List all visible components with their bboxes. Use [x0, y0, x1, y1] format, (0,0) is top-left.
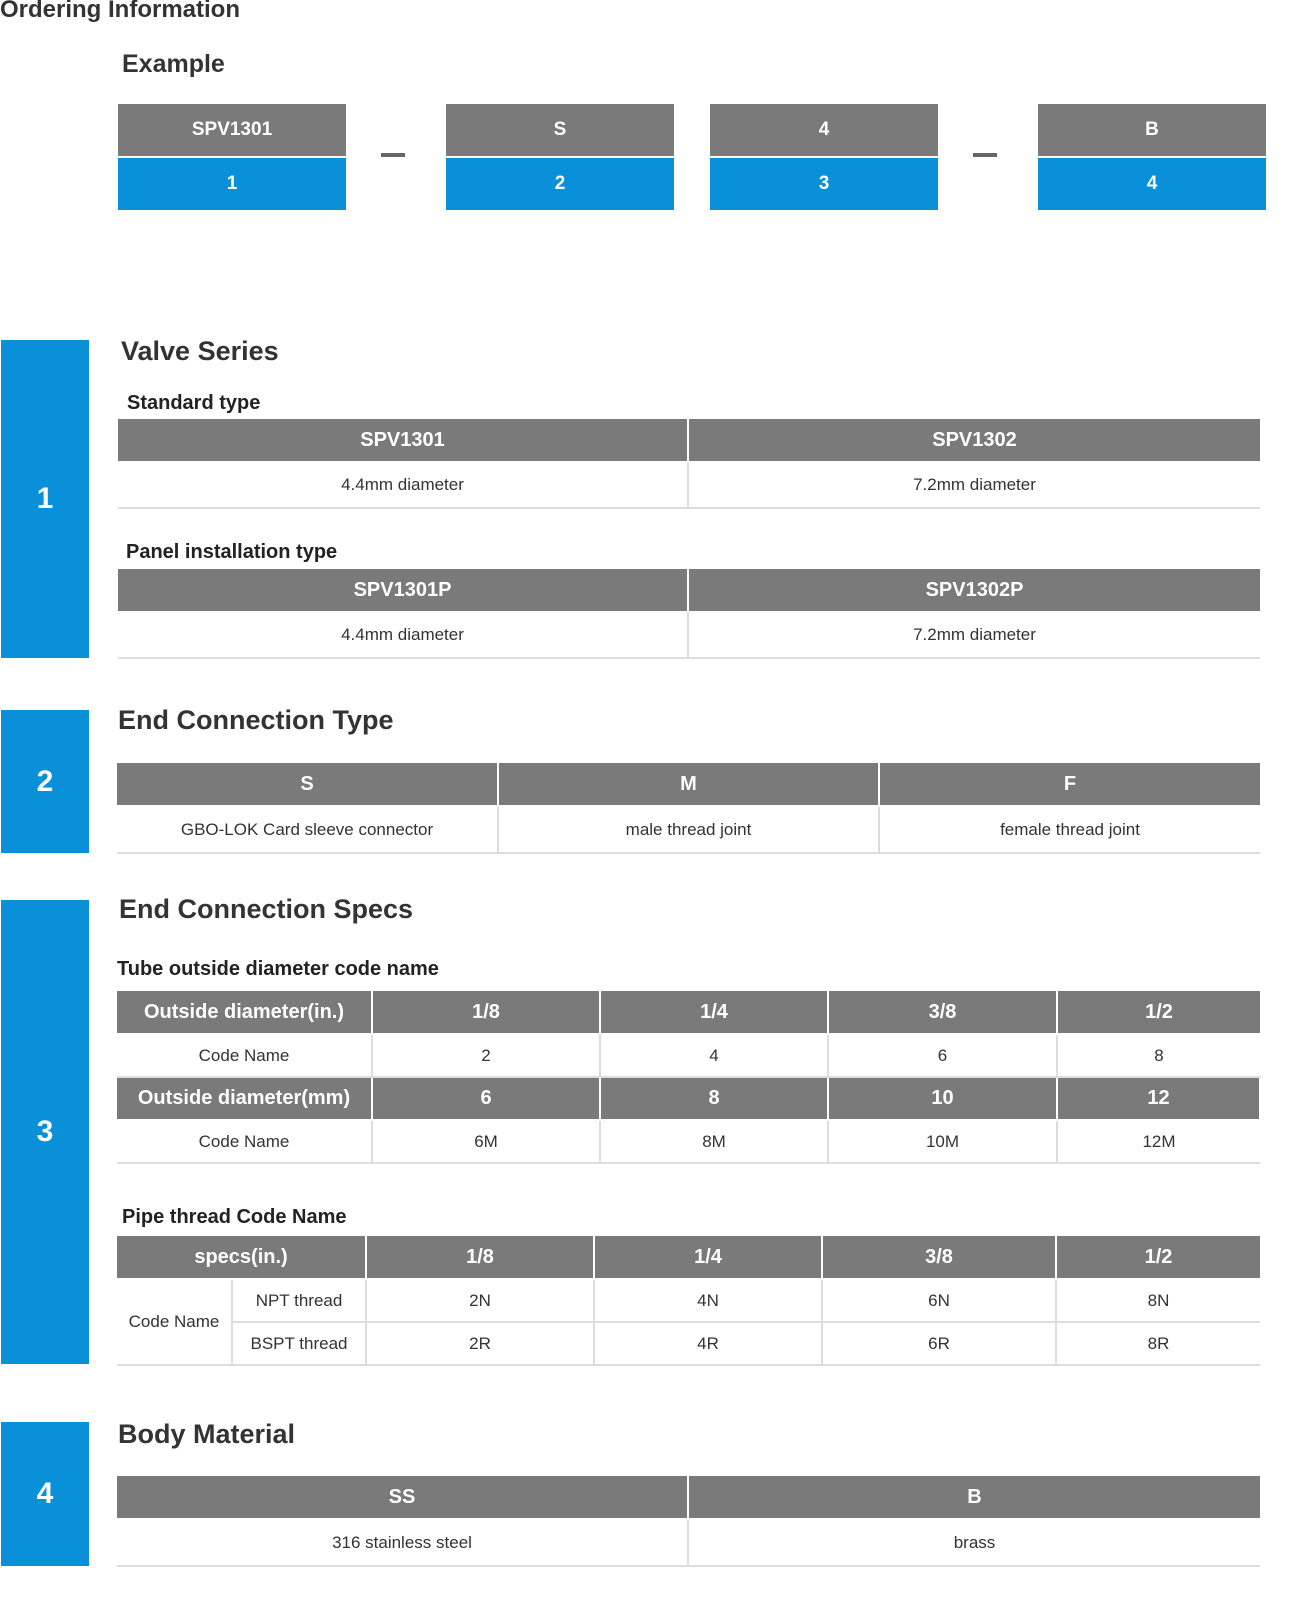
table-cell: 316 stainless steel — [117, 1519, 688, 1566]
table-header: 1/4 — [600, 991, 828, 1034]
table-header: SPV1302P — [688, 569, 1260, 612]
table-header: Outside diameter(mm) — [117, 1077, 372, 1120]
example-code-value: SPV1301 — [118, 104, 346, 156]
table-cell: 6M — [372, 1120, 600, 1163]
example-code-value: B — [1038, 104, 1266, 156]
table-header: SS — [117, 1476, 688, 1519]
table-header: 1/8 — [366, 1236, 594, 1279]
table-cell: Code Name — [117, 1120, 372, 1163]
table-header: SPV1301 — [118, 419, 688, 462]
table-header: B — [688, 1476, 1260, 1519]
table-header: SPV1302 — [688, 419, 1260, 462]
table-cell: male thread joint — [498, 806, 879, 853]
example-code-index: 1 — [118, 158, 346, 210]
section-4-number: 4 — [1, 1422, 89, 1566]
table-cell: 2R — [366, 1322, 594, 1365]
panel-type-label: Panel installation type — [126, 541, 338, 563]
table-header: specs(in.) — [117, 1236, 366, 1279]
example-code-index: 2 — [446, 158, 674, 210]
table-cell: 8N — [1056, 1279, 1260, 1322]
section-2-title: End Connection Type — [118, 705, 394, 735]
table-header: 1/4 — [594, 1236, 822, 1279]
example-code-1 — [118, 104, 346, 210]
tube-diameter-table — [117, 991, 1261, 1164]
example-code-3 — [710, 104, 938, 210]
example-code-index: 4 — [1038, 158, 1266, 210]
table-header: 3/8 — [822, 1236, 1056, 1279]
table-header: 3/8 — [828, 991, 1057, 1034]
section-1-number: 1 — [1, 340, 89, 658]
table-header: F — [879, 763, 1260, 806]
table-cell: 2N — [366, 1279, 594, 1322]
table-header: 1/2 — [1057, 991, 1260, 1034]
example-code-4 — [1038, 104, 1266, 210]
table-cell: 8R — [1056, 1322, 1260, 1365]
pipe-thread-label: Pipe thread Code Name — [122, 1206, 347, 1228]
section-1-title: Valve Series — [121, 336, 279, 366]
example-separator — [381, 153, 405, 157]
example-code-value: 4 — [710, 104, 938, 156]
example-heading: Example — [122, 50, 225, 78]
table-cell: 2 — [372, 1034, 600, 1077]
table-cell: brass — [688, 1519, 1260, 1566]
table-cell: 6N — [822, 1279, 1056, 1322]
table-header: SPV1301P — [118, 569, 688, 612]
table-header: 6 — [372, 1077, 600, 1120]
table-header: 8 — [600, 1077, 828, 1120]
table-cell: GBO-LOK Card sleeve connector — [117, 806, 498, 853]
table-cell: female thread joint — [879, 806, 1260, 853]
table-cell: Code Name — [117, 1279, 232, 1365]
tube-diameter-label: Tube outside diameter code name — [117, 958, 439, 980]
table-header: 12 — [1057, 1077, 1260, 1120]
table-cell: 6 — [828, 1034, 1057, 1077]
table-cell: 4R — [594, 1322, 822, 1365]
example-code-2 — [446, 104, 674, 210]
table-cell: NPT thread — [232, 1279, 366, 1322]
table-header: M — [498, 763, 879, 806]
table-cell: 4.4mm diameter — [118, 612, 688, 658]
section-4-title: Body Material — [118, 1419, 296, 1449]
example-separator — [973, 153, 997, 157]
table-cell: 6R — [822, 1322, 1056, 1365]
table-cell: 4.4mm diameter — [118, 462, 688, 508]
body-material-table — [117, 1476, 1260, 1567]
table-cell: Code Name — [117, 1034, 372, 1077]
table-cell: 4 — [600, 1034, 828, 1077]
table-cell: 7.2mm diameter — [688, 612, 1260, 658]
section-3-number: 3 — [1, 900, 89, 1364]
table-cell: 8M — [600, 1120, 828, 1163]
page-title: Ordering Information — [0, 0, 240, 23]
end-connection-type-table — [117, 763, 1260, 854]
table-cell: 8 — [1057, 1034, 1260, 1077]
table-cell: 10M — [828, 1120, 1057, 1163]
example-code-value: S — [446, 104, 674, 156]
table-cell: 4N — [594, 1279, 822, 1322]
panel-type-table — [118, 569, 1260, 659]
section-2-number: 2 — [1, 710, 89, 853]
table-header: Outside diameter(in.) — [117, 991, 372, 1034]
table-header: 10 — [828, 1077, 1057, 1120]
table-header: S — [117, 763, 498, 806]
example-code-index: 3 — [710, 158, 938, 210]
table-header: 1/8 — [372, 991, 600, 1034]
section-3-title: End Connection Specs — [119, 894, 414, 924]
standard-type-label: Standard type — [127, 392, 261, 414]
table-cell: BSPT thread — [232, 1322, 366, 1365]
table-header: 1/2 — [1056, 1236, 1260, 1279]
table-cell: 12M — [1057, 1120, 1260, 1163]
pipe-thread-table — [117, 1236, 1260, 1366]
standard-type-table — [118, 419, 1260, 509]
table-cell: 7.2mm diameter — [688, 462, 1260, 508]
